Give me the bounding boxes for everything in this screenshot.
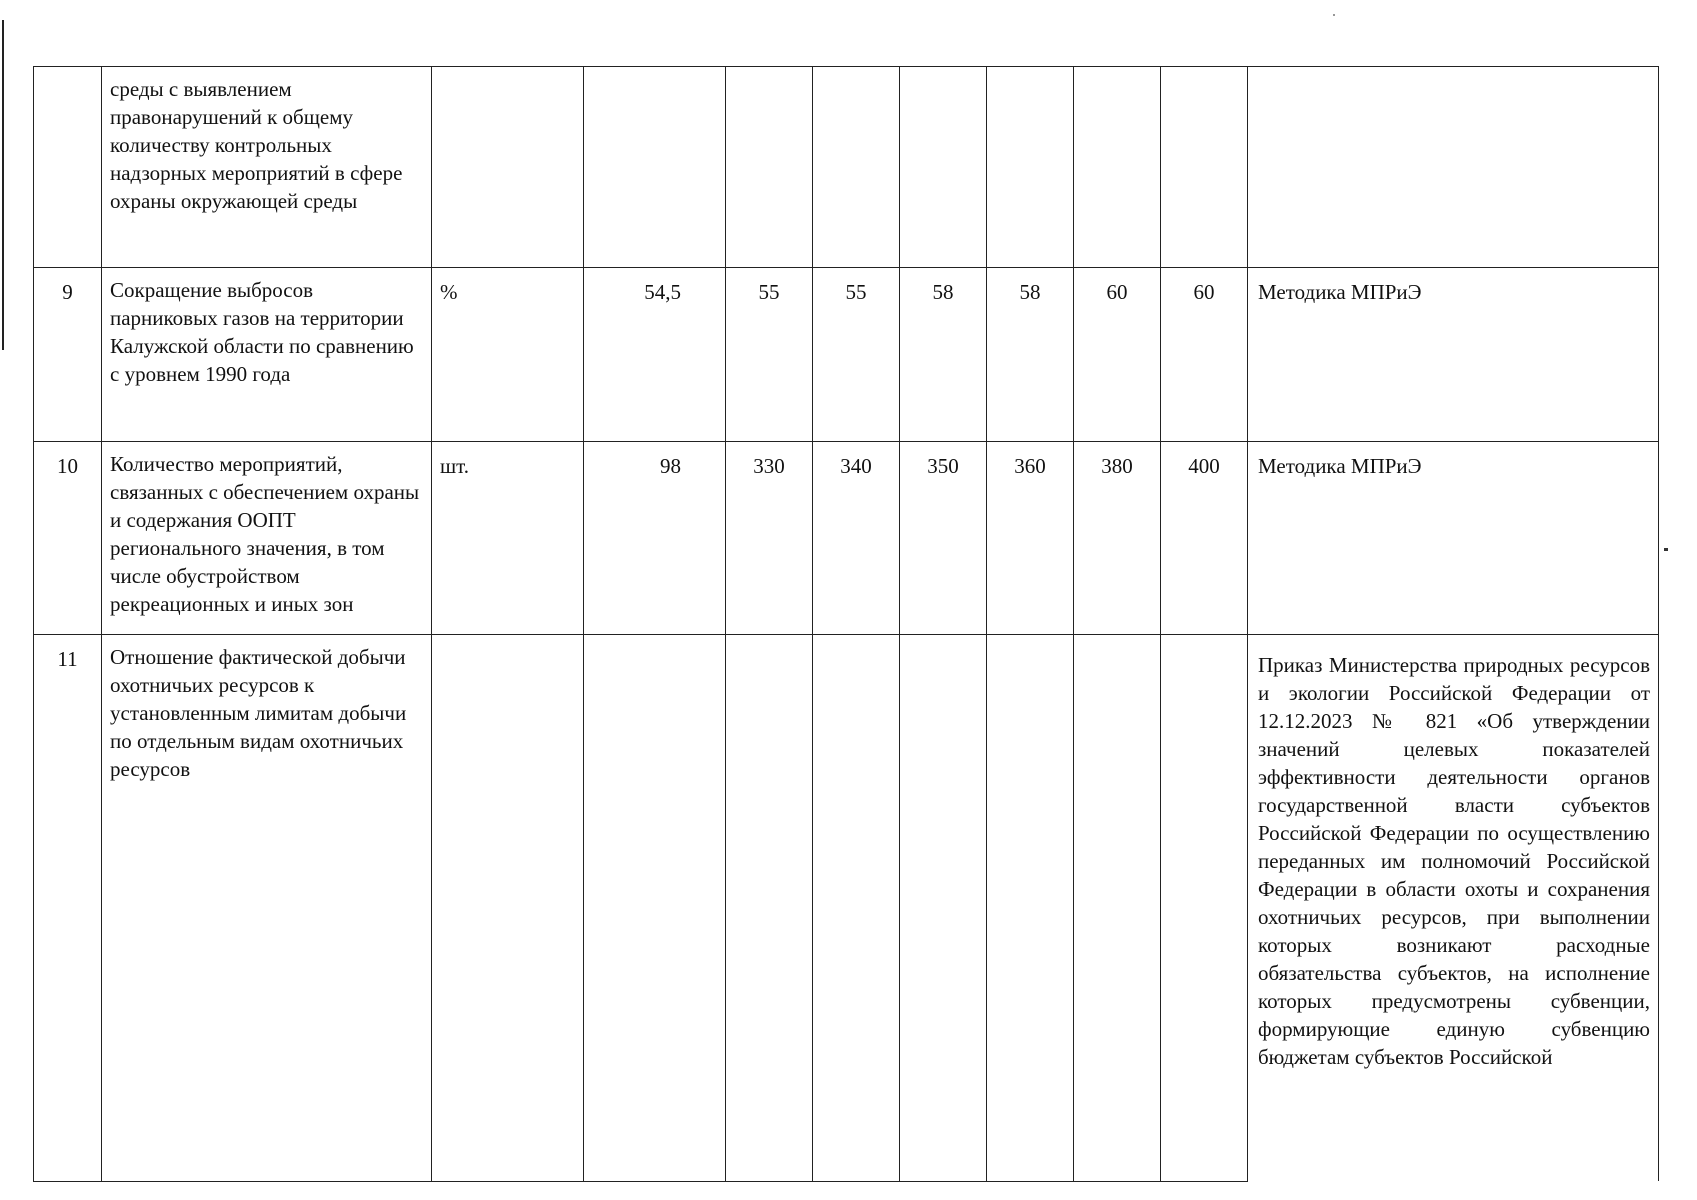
value-cell: [1161, 635, 1248, 1182]
value-cell: [726, 635, 813, 1182]
source-cell: Методика МПРиЭ: [1248, 268, 1659, 442]
value-cell: [987, 67, 1074, 268]
source-cell: Методика МПРиЭ: [1248, 442, 1659, 635]
value-cell: 380: [1074, 442, 1161, 635]
scan-edge-line: [2, 20, 4, 350]
indicator-name: Количество мероприятий, связанных с обеспечением охраны и содержания ООПТ регионального значения, в том числе обустройством рекреационных и иных зон: [102, 442, 432, 635]
row-number: [34, 67, 102, 268]
value-cell: [900, 635, 987, 1182]
value-cell: 55: [726, 268, 813, 442]
table-row: [34, 67, 1659, 268]
value-cell: [584, 635, 726, 1182]
row-number: 10: [34, 442, 102, 635]
scan-speck: [1664, 548, 1668, 551]
unit-cell: %: [432, 268, 584, 442]
source-cell: [1248, 635, 1659, 1182]
indicator-name: среды с выявлением правонарушений к общему количеству контрольных надзорных мероприятий в сфере охраны окружающей среды: [102, 67, 432, 268]
value-cell: 98: [584, 442, 726, 635]
value-cell: 60: [1161, 268, 1248, 442]
scan-speck: [1333, 14, 1335, 16]
value-cell: [584, 67, 726, 268]
value-cell: 60: [1074, 268, 1161, 442]
value-cell: 340: [813, 442, 900, 635]
table-row: [34, 268, 1659, 442]
value-cell: 350: [900, 442, 987, 635]
indicator-name: Отношение фактической добычи охотничьих ресурсов к установленным лимитам добычи по отдельным видам охотничьих ресурсов: [102, 635, 432, 1182]
value-cell: [813, 67, 900, 268]
value-cell: 400: [1161, 442, 1248, 635]
value-cell: [1074, 635, 1161, 1182]
indicators-table: [33, 66, 1659, 1182]
value-cell: [900, 67, 987, 268]
unit-cell: [432, 635, 584, 1182]
value-cell: 58: [987, 268, 1074, 442]
table-row: [34, 635, 1659, 1182]
value-cell: [1161, 67, 1248, 268]
source-cell: [1248, 67, 1659, 268]
value-cell: 58: [900, 268, 987, 442]
row-number: 9: [34, 268, 102, 442]
value-cell: [813, 635, 900, 1182]
value-cell: [726, 67, 813, 268]
value-cell: 55: [813, 268, 900, 442]
unit-cell: шт.: [432, 442, 584, 635]
indicator-name: Сокращение выбросов парниковых газов на территории Калужской области по сравнению с уровнем 1990 года: [102, 268, 432, 442]
value-cell: 330: [726, 442, 813, 635]
value-cell: [1074, 67, 1161, 268]
value-cell: 54,5: [584, 268, 726, 442]
row-number: 11: [34, 635, 102, 1182]
source-text: Приказ Министерства природных ресурсов и экологии Российской Федерации от 12.12.2023 № 821 «Об утверждении значений целевых показателей эффективности деятельности органов государственной власти субъектов Российской Федерации по осуществлению переданных им полномочий Российской Федерации в области охоты и сохранения охотничьих ресурсов, при выполнении которых возникают расходные обязательства субъектов, на исполнение которых предусмотрены субвенции, формирующие единую субвенцию бюджетам субъектов Российской: [1258, 653, 1650, 1069]
value-cell: 360: [987, 442, 1074, 635]
table-row: [34, 442, 1659, 635]
unit-cell: [432, 67, 584, 268]
value-cell: [987, 635, 1074, 1182]
